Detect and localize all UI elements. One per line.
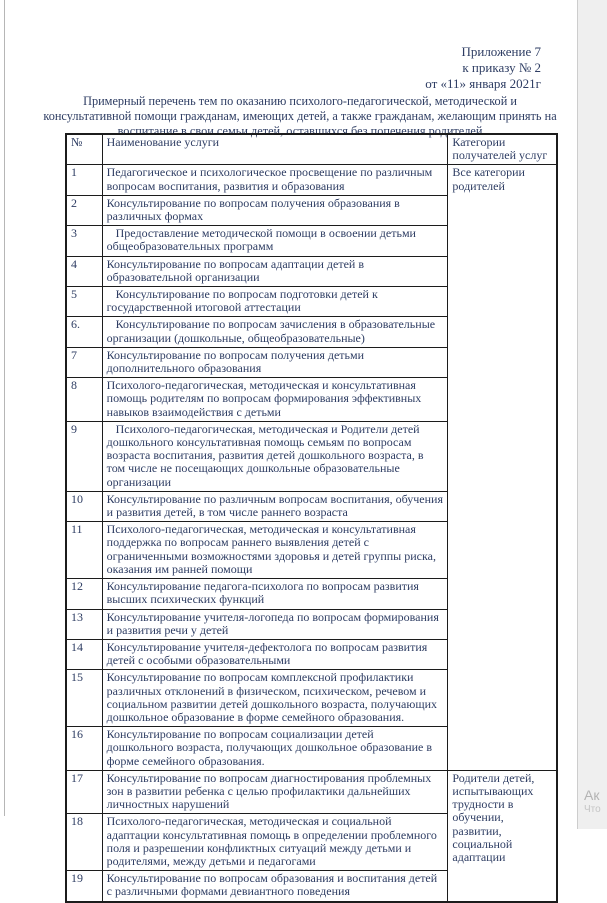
header-number-cell: № bbox=[66, 134, 102, 165]
row-number-cell: 7 bbox=[66, 347, 102, 377]
title-line: консультативной помощи гражданам, имеющих детей, а также гражданам, желающим принять на bbox=[43, 109, 557, 123]
row-number-cell: 2 bbox=[66, 195, 102, 225]
row-number-cell: 15 bbox=[66, 670, 102, 727]
windows-activation-watermark bbox=[584, 786, 601, 816]
category-cell: Родители детей, испытывающих трудности в обучении, развитии, социальной адаптации bbox=[448, 770, 557, 901]
row-number-cell: 4 bbox=[66, 256, 102, 286]
title-line: воспитание в свои семьи детей, оставшихся без попечения родителей bbox=[117, 124, 483, 138]
row-number-cell: 8 bbox=[66, 378, 102, 422]
row-number-cell: 13 bbox=[66, 609, 102, 639]
service-name-cell: Консультирование педагога-психолога по вопросам развития высших психических функций bbox=[102, 579, 448, 609]
row-number-cell: 18 bbox=[66, 814, 102, 871]
service-name-cell: Консультирование по вопросам подготовки детей к государственной итоговой аттестации bbox=[102, 287, 448, 317]
table-header-row bbox=[66, 134, 557, 165]
row-number-cell: 16 bbox=[66, 727, 102, 771]
service-name-cell: Консультирование по вопросам комплексной профилактики различных отклонений в физическом, психическом, речевом и социальном развитии детей дошкольного возраста, получающих дошкольное образование в форме семейного образования. bbox=[102, 670, 448, 727]
service-name-cell: Психолого-педагогическая, методическая и консультативная поддержка по вопросам раннего выявления детей с ограниченными возможностями здоровья и детей группы риска, оказания им ранней помощи bbox=[102, 522, 448, 579]
appendix-block bbox=[0, 44, 541, 92]
service-name-cell: Консультирование по вопросам получения детьми дополнительного образования bbox=[102, 347, 448, 377]
row-number-cell: 10 bbox=[66, 491, 102, 521]
row-number-cell: 9 bbox=[66, 421, 102, 491]
table-row bbox=[66, 770, 557, 814]
service-name-cell: Предоставление методической помощи в освоении детьми общеобразовательных программ bbox=[102, 226, 448, 256]
service-name-cell: Консультирование по вопросам зачисления в образовательные организации (дошкольные, общеобразовательные) bbox=[102, 317, 448, 347]
service-name-cell: Консультирование по вопросам адаптации детей в образовательной организации bbox=[102, 256, 448, 286]
row-number-cell: 11 bbox=[66, 522, 102, 579]
table-row bbox=[66, 165, 557, 195]
row-number-cell: 5 bbox=[66, 287, 102, 317]
service-name-cell: Консультирование по различным вопросам воспитания, обучения и развития детей, в том числе раннего возраста bbox=[102, 491, 448, 521]
row-number-cell: 19 bbox=[66, 871, 102, 902]
row-number-cell: 6. bbox=[66, 317, 102, 347]
services-table bbox=[65, 133, 558, 903]
service-name-cell: Психолого-педагогическая, методическая и Родители детей дошкольного консультативная помощь семьям по вопросам возраста воспитания, развития детей дошкольного возраста, в том числе не посещающих дошкольные образовательные организации bbox=[102, 421, 448, 491]
row-number-cell: 12 bbox=[66, 579, 102, 609]
page-edge-line bbox=[4, 0, 5, 816]
category-cell: Все категории родителей bbox=[448, 165, 557, 770]
service-name-cell: Консультирование по вопросам социализации детей дошкольного возраста, получающих дошкольное образование в форме семейного образования. bbox=[102, 727, 448, 771]
service-name-cell: Консультирование по вопросам получения образования в различных формах bbox=[102, 195, 448, 225]
row-number-cell: 1 bbox=[66, 165, 102, 195]
watermark-line: Ак bbox=[584, 787, 600, 803]
row-number-cell: 14 bbox=[66, 639, 102, 669]
appendix-line: Приложение 7 bbox=[461, 44, 541, 59]
service-name-cell: Консультирование по вопросам диагностирования проблемных зон в развитии ребенка с целью профилактики дальнейших личностных нарушений bbox=[102, 770, 448, 814]
title-line: Примерный перечень тем по оказанию психолого-педагогической, методической и bbox=[83, 94, 517, 108]
appendix-line: от «11» января 2021г bbox=[425, 76, 541, 91]
page-side-strip bbox=[577, 0, 607, 829]
row-number-cell: 17 bbox=[66, 770, 102, 814]
service-name-cell: Психолого-педагогическая, методическая и социальной адаптации консультативная помощь в определении проблемного поля и разрешении конфликтных ситуаций между детьми и родителями, между детьми и педагогами bbox=[102, 814, 448, 871]
header-service-cell: Наименование услуги bbox=[102, 134, 448, 165]
service-name-cell: Консультирование учителя-логопеда по вопросам формирования и развития речи у детей bbox=[102, 609, 448, 639]
service-name-cell: Психолого-педагогическая, методическая и консультативная помощь родителям по вопросам формирования эффективных навыков взаимодействия с детьми bbox=[102, 378, 448, 422]
header-category-cell: Категории получателей услуг bbox=[448, 134, 557, 165]
service-name-cell: Консультирование учителя-дефектолога по вопросам развития детей с особыми образовательными bbox=[102, 639, 448, 669]
service-name-cell: Педагогическое и психологическое просвещение по различным вопросам воспитания, развития и образования bbox=[102, 165, 448, 195]
watermark-line: Что bbox=[584, 804, 601, 815]
row-number-cell: 3 bbox=[66, 226, 102, 256]
appendix-line: к приказу № 2 bbox=[462, 60, 541, 75]
services-table-wrap bbox=[65, 133, 558, 903]
service-name-cell: Консультирование по вопросам образования и воспитания детей с различными формами девиантного поведения bbox=[102, 871, 448, 902]
